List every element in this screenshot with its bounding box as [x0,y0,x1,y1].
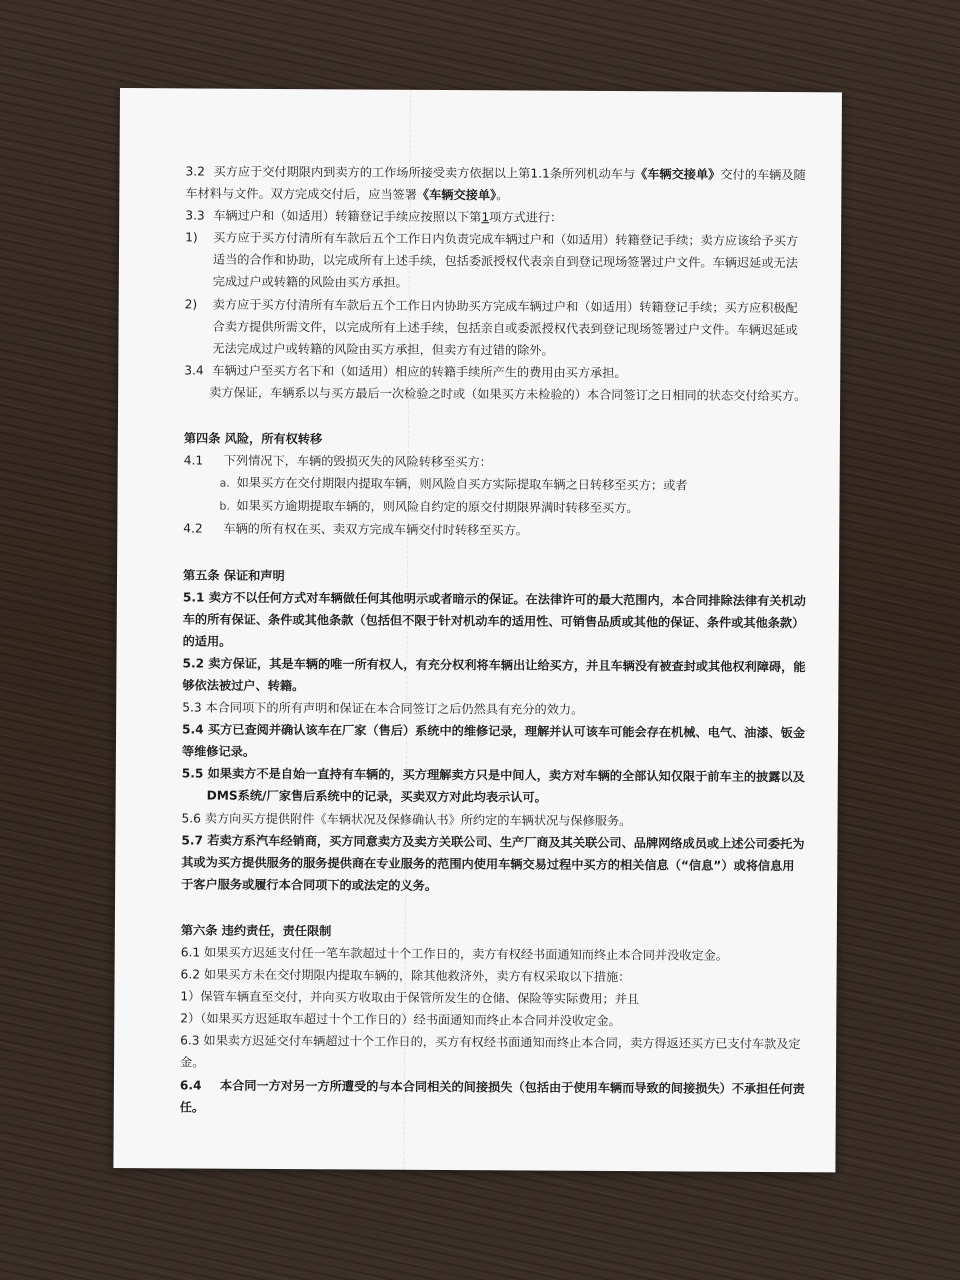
clause-4-1: 4.1 下列情况下，车辆的毁损灭失的风险转移至买方： [184,450,814,476]
clause-6-3-line-2: 金。 [180,1055,205,1071]
section-6-heading: 第六条 违约责任，责任限制 [180,923,332,939]
clause-5-1-line-2: 车的所有保证、条件或其他条款（包括但不限于针对机动车的适用性、可销售品质或其他的保证、条件或其他条款） [182,612,805,630]
option-1-line-3: 完成过户或转籍的风险由买方承担。 [212,275,408,291]
clause-6-4-line-1: 6.4 本合同一方对另一方所遭受的与本合同相关的间接损失（包括由于使用车辆而导致的间接损失）不承担任何责 [180,1074,810,1100]
clause-5-6: 5.6 卖方向买方提供附件《车辆状况及保修确认书》所约定的车辆状况与保修服务。 [181,810,632,828]
option-2-line-3: 无法完成过户或转籍的风险由买方承担，但卖方有过错的除外。 [212,341,554,358]
clause-number: 4.1 [183,453,204,468]
clause-5-7-line-2: 其或为买方提供服务的服务提供商在专业服务的范围内使用车辆交易过程中买方的相关信息（“信息”）或将信息用 [181,855,795,873]
clause-3-4-line-1: 3.4 车辆过户至买方名下和（如适用）相应的转籍手续所产生的费用由买方承担。 [184,359,814,385]
clause-3-4-line-2: 卖方保证，车辆系以与买方最后一次检验之时或（如果买方未检验的）本合同签订之日相同的状态交付给买方。 [209,385,807,404]
clause-number: 6.4 [179,1077,202,1093]
clause-4-2: 4.2 车辆的所有权在买、卖双方完成车辆交付时转移至买方。 [183,518,813,544]
section-5-heading: 第五条 保证和声明 [182,567,285,583]
clause-6-2-item-1: 1）保管车辆直至交付，并向买方收取由于保管所发生的仓储、保险等实际费用；并且 [180,989,640,1007]
clause-6-1: 6.1 如果买方迟延支付任一笔车款超过十个工作日的，卖方有权经书面通知而终止本合同并没收定金。 [180,945,729,963]
clause-5-4-line-2: 等维修记录。 [181,744,256,760]
clause-5-1-line-3: 的适用。 [182,634,232,649]
clause-6-3-line-1: 6.3 如果卖方迟延交付车辆超过十个工作日的，买方有权经书面通知而终止本合同，卖方得返还买方已支付车款及定 [180,1033,801,1052]
section-4-heading: 第四条 风险，所有权转移 [183,431,323,447]
contract-page [113,88,842,1172]
clause-5-7-line-3: 于客户服务或履行本合同项下的或法定的义务。 [181,877,438,893]
clause-5-3: 5.3 本合同项下的所有声明和保证在本合同签订之后仍然具有充分的效力。 [182,700,584,717]
clause-number: 3.2 [185,164,205,179]
clause-3-2-line-2: 车材料与文件。双方完成交付后，应当签署《车辆交接单》。 [185,186,509,203]
clause-3-2-line-1: 3.2 买方应于交付期限内到卖方的工作场所接受卖方依据以上第1.1条所列机动车与《车辆交接单》交付的车辆及随 [185,160,815,186]
contract-body [180,160,816,1122]
clause-5-5-line-1: 5.5 如果卖方不是自始一直持有车辆的，买方理解卖方只是中间人，卖方对车辆的全部认知仅限于前车主的披露以及 [181,766,805,785]
clause-5-2-line-1: 5.2 卖方保证，其是车辆的唯一所有权人，有充分权利将车辆出让给买方，并且车辆没有被查封或其他权利障碍，能 [182,656,806,675]
clause-3-3: 3.3 车辆过户和（如适用）转籍登记手续应按照以下第1项方式进行： [185,205,815,231]
clause-6-2: 6.2 如果买方未在交付期限内提取车辆的，除其他救济外，卖方有权采取以下措施： [180,967,631,985]
option-2-line-1: 2) 卖方应于买方付清所有车款后五个工作日内协助买方完成车辆过户和（如适用）转籍登记手续；买方应积极配 [184,296,798,315]
clause-4-1-b: b. 如果买方逾期提取车辆的，则风险自约定的原交付期限界满时转移至买方。 [219,499,639,516]
option-2-line-2: 合卖方提供所需文件，以完成所有上述手续，包括亲自或委派授权代表到登记现场签署过户文件。车辆迟延或 [212,319,798,337]
clause-number: 3.3 [185,208,205,223]
clause-6-4-line-2: 任。 [179,1100,205,1115]
clause-6-2-item-2: 2）（如果买方迟延取车超过十个工作日的）经书面通知而终止本合同并没收定金。 [180,1011,621,1029]
clause-number: 3.4 [184,363,204,378]
clause-5-2-line-2: 够依法被过户、转籍。 [182,678,305,694]
clause-4-1-a: a. 如果买方在交付期限内提取车辆，则风险自买方实际提取车辆之日转移至买方；或者 [219,475,688,493]
clause-5-1-line-1: 5.1 卖方不以任何方式对车辆做任何其他明示或者暗示的保证。在法律许可的最大范围内，本合同排除法律有关机动 [182,589,806,608]
clause-5-4-line-1: 5.4 买方已查阅并确认该车在厂家（售后）系统中的维修记录，理解并认可该车可能会存在机械、电气、油漆、钣金 [182,722,806,741]
option-1-line-2: 适当的合作和协助，以完成所有上述手续，包括委派授权代表亲自到登记现场签署过户文件。车辆迟延或无法 [212,252,798,271]
clause-5-5-line-2: DMS系统/厂家售后系统中的记录，买卖双方对此均表示认可。 [206,788,547,806]
option-1-line-1: 1) 买方应于买方付清所有车款后五个工作日内负责完成车辆过户和（如适用）转籍登记手续；卖方应该给予买方 [185,230,799,249]
clause-5-7-line-1: 5.7 若卖方系汽车经销商，买方同意卖方及卖方关联公司、生产厂商及其关联公司、品牌网络成员或上述公司委托为 [181,833,805,851]
clause-number: 4.2 [183,521,203,536]
